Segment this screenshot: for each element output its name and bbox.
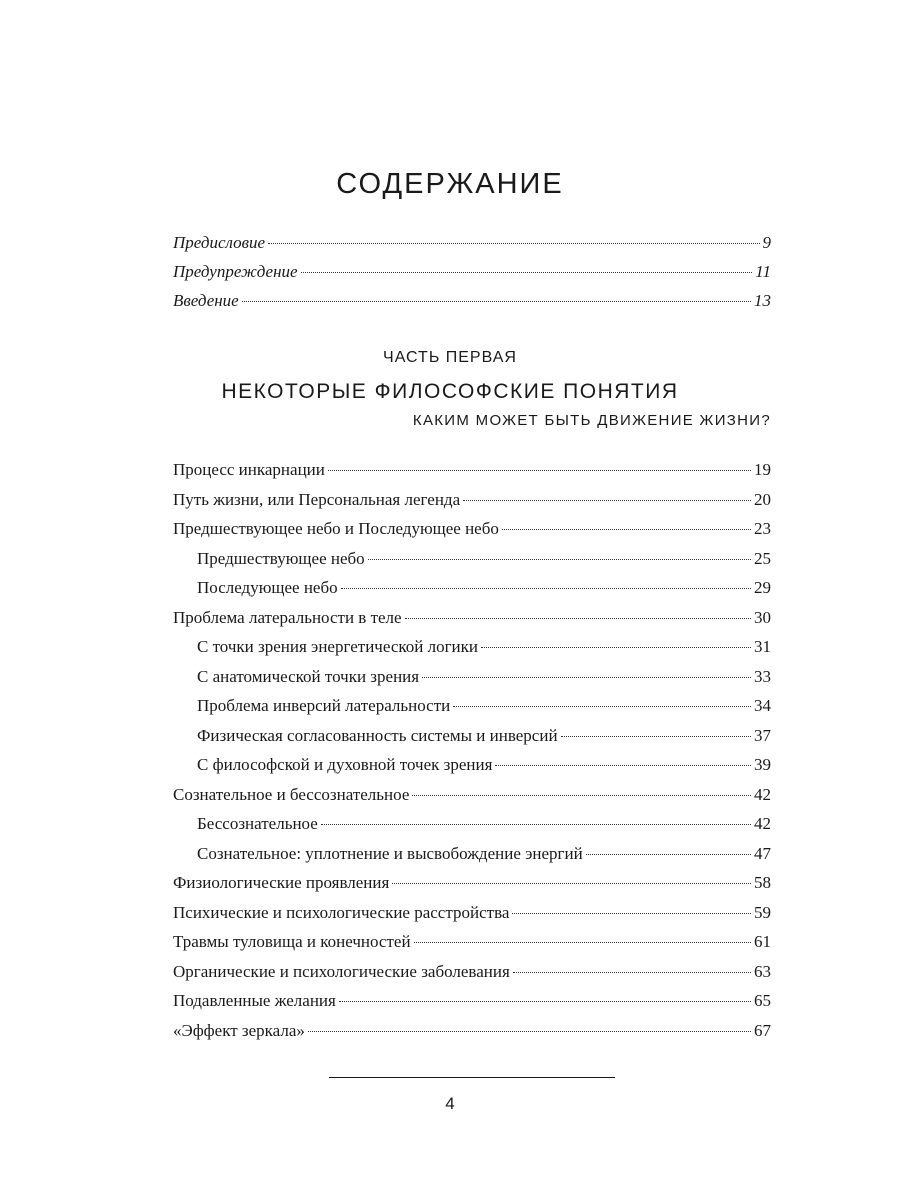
toc-entry-page: 58 (754, 873, 771, 892)
toc-entry-page: 25 (754, 548, 771, 568)
toc-entry-label: Процесс инкарнации (173, 460, 325, 479)
toc-entry-page: 9 (762, 233, 771, 252)
toc-entry[interactable] (173, 578, 771, 608)
toc-entry-label: Предупреждение (173, 262, 298, 281)
toc-entry-page: 30 (754, 607, 771, 627)
toc-entry-label: Сознательное: уплотнение и высвобождение энергий (197, 843, 583, 863)
dot-leader (412, 795, 751, 796)
toc-entry-label: Предисловие (173, 233, 266, 252)
toc-entry[interactable] (173, 233, 771, 262)
part-title: НЕКОТОРЫЕ ФИЛОСОФСКИЕ ПОНЯТИЯ (221, 380, 679, 403)
toc-entry[interactable] (173, 814, 771, 844)
toc-entry-page: 23 (754, 519, 771, 538)
part-subtitle: КАКИМ МОЖЕТ БЫТЬ ДВИЖЕНИЕ ЖИЗНИ? (412, 412, 771, 429)
toc-entry-label: С точки зрения энергетической логики (197, 637, 479, 656)
toc-entry-page: 42 (754, 784, 771, 804)
dot-leader (308, 1031, 751, 1032)
toc-entry-page: 63 (754, 961, 771, 981)
toc-entry[interactable] (173, 637, 771, 667)
dot-leader (586, 854, 751, 855)
toc-entry[interactable] (173, 608, 771, 638)
toc-entry-label: Физическая согласованность системы и инверсий (197, 725, 558, 745)
toc-entry-page: 29 (754, 578, 771, 597)
dot-leader (561, 736, 751, 737)
toc-entry[interactable] (173, 991, 771, 1021)
toc-entry-label: Органические и психологические заболевания (173, 961, 510, 981)
toc-entry-label: Психические и психологические расстройства (173, 902, 510, 922)
page-title: СОДЕРЖАНИЕ (336, 168, 564, 200)
dot-leader (405, 618, 751, 619)
toc-entry-page: 42 (754, 814, 771, 833)
front-matter-list (173, 233, 771, 320)
toc-entry-label: Путь жизни, или Персональная легенда (173, 489, 461, 509)
toc-entry-page: 31 (754, 637, 771, 656)
dot-leader (339, 1001, 751, 1002)
toc-entry[interactable] (173, 549, 771, 579)
toc-entry-label: Предшествующее небо и Последующее небо (173, 519, 499, 538)
toc-entry-page: 65 (754, 991, 771, 1010)
toc-entry[interactable] (173, 696, 771, 726)
dot-leader (368, 559, 751, 560)
toc-entry-label: Травмы туловища и конечностей (173, 932, 411, 951)
dot-leader (328, 470, 751, 471)
toc-entry-label: С анатомической точки зрения (197, 666, 420, 686)
toc-entry-page: 59 (754, 902, 771, 922)
toc-entry-page: 34 (754, 696, 771, 715)
dot-leader (502, 529, 751, 530)
toc-entry[interactable] (173, 755, 771, 785)
toc-entry-label: С философской и духовной точек зрения (197, 755, 493, 774)
dot-leader (321, 824, 751, 825)
toc-entry[interactable] (173, 262, 771, 291)
toc-entry-label: Сознательное и бессознательное (173, 784, 410, 804)
toc-entry-page: 19 (754, 460, 771, 479)
dot-leader (392, 883, 751, 884)
dot-leader (453, 706, 751, 707)
footer-divider (329, 1077, 615, 1078)
toc-entry[interactable] (173, 291, 771, 320)
dot-leader (301, 272, 753, 273)
toc-entry-page: 61 (754, 932, 771, 951)
toc-entry[interactable] (173, 962, 771, 992)
toc-entry[interactable] (173, 932, 771, 962)
toc-entry-label: Бессознательное (197, 814, 318, 833)
toc-entry[interactable] (173, 844, 771, 874)
toc-entry-page: 67 (754, 1020, 771, 1040)
dot-leader (513, 972, 751, 973)
toc-entry-label: Подавленные желания (173, 991, 336, 1010)
toc-entry-page: 13 (754, 291, 771, 310)
toc-entry[interactable] (173, 460, 771, 490)
toc-list (173, 460, 771, 1050)
toc-entry-page: 37 (754, 725, 771, 745)
dot-leader (481, 647, 751, 648)
toc-entry-label: Проблема латеральности в теле (173, 607, 402, 627)
dot-leader (268, 243, 759, 244)
toc-entry[interactable] (173, 903, 771, 933)
dot-leader (422, 677, 751, 678)
toc-entry-label: Предшествующее небо (197, 548, 365, 568)
toc-entry[interactable] (173, 1021, 771, 1051)
toc-entry-label: Физиологические проявления (173, 873, 390, 892)
page-number: 4 (445, 1094, 455, 1113)
toc-entry-page: 11 (755, 262, 771, 281)
toc-entry[interactable] (173, 785, 771, 815)
dot-leader (414, 942, 751, 943)
toc-entry-label: Последующее небо (197, 578, 338, 597)
toc-entry[interactable] (173, 873, 771, 903)
toc-entry-page: 33 (754, 666, 771, 686)
toc-entry-label: Введение (173, 291, 239, 310)
dot-leader (463, 500, 751, 501)
toc-entry[interactable] (173, 519, 771, 549)
toc-entry-page: 20 (754, 489, 771, 509)
dot-leader (512, 913, 751, 914)
toc-entry[interactable] (173, 490, 771, 520)
toc-entry[interactable] (173, 667, 771, 697)
dot-leader (495, 765, 751, 766)
toc-entry-page: 47 (754, 843, 771, 863)
toc-entry-label: Проблема инверсий латеральности (197, 696, 451, 715)
dot-leader (242, 301, 751, 302)
part-label: ЧАСТЬ ПЕРВАЯ (383, 349, 517, 366)
toc-entry-label: «Эффект зеркала» (173, 1020, 305, 1040)
toc-entry-page: 39 (754, 755, 771, 774)
dot-leader (341, 588, 751, 589)
toc-entry[interactable] (173, 726, 771, 756)
